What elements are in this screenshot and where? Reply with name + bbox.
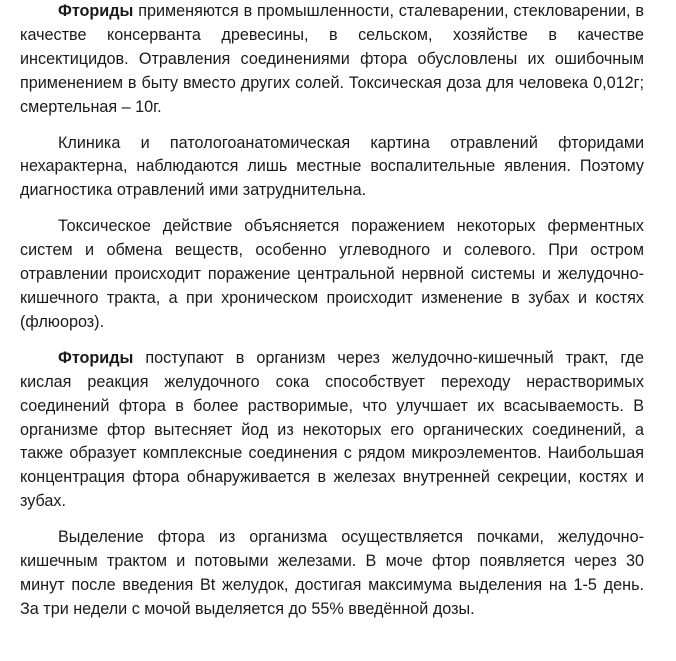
paragraph-text: применяются в промышленности, сталеварении, стекловарении, в качестве консерванта древесины, в сельском, хозяйстве в качестве инсектицидов. Отравления соединениями фтора обусловлены их ошибочным применением в быту вместо других солей. Токсическая доза для человека 0,012г; смертельная – 10г. [20, 2, 644, 116]
paragraph-clinical-picture [20, 132, 644, 204]
paragraph-text: Выделение фтора из организма осуществляется почками, желудочно-кишечным трактом и потовыми железами. В моче фтор появляется через 30 минут после введения Bt желудок, достигая максимума выделения на 1-5 день. За три недели с мочой выделяется до 55% введённой дозы. [20, 528, 644, 618]
paragraph-toxic-action [20, 215, 644, 335]
paragraph-absorption [20, 347, 644, 514]
paragraph-lead-term: Фториды [58, 2, 134, 20]
paragraph-lead-term: Фториды [58, 348, 134, 367]
paragraph-fluoride-uses [20, 0, 644, 120]
paragraph-text: Токсическое действие объясняется поражением некоторых ферментных систем и обмена веществ, особенно углеводного и солевого. При остром отравлении происходит поражение центральной нервной системы и желудочно-кишечного тракта, а при хроническом происходит изменение в зубах и костях (флюороз). [20, 217, 644, 331]
paragraph-excretion [20, 526, 644, 622]
paragraph-text: поступают в организм через желудочно-кишечный тракт, где кислая реакция желудочного сока способствует переходу нерастворимых соединений фтора в более растворимые, что улучшает их всасываемость. В организме фтор вытесняет йод из некоторых его органических соединений, а также образует комплексные соединения с рядом микроэлементов. Наибольшая концентрация фтора обнаруживается в железах внутренней секреции, костях и зубах. [20, 348, 644, 511]
paragraph-text: Клиника и патологоанатомическая картина отравлений фторидами нехарактерна, наблюдаются лишь местные воспалительные явления. Поэтому диагностика отравлений ими затруднительна. [20, 133, 644, 200]
document-page [20, 0, 644, 634]
